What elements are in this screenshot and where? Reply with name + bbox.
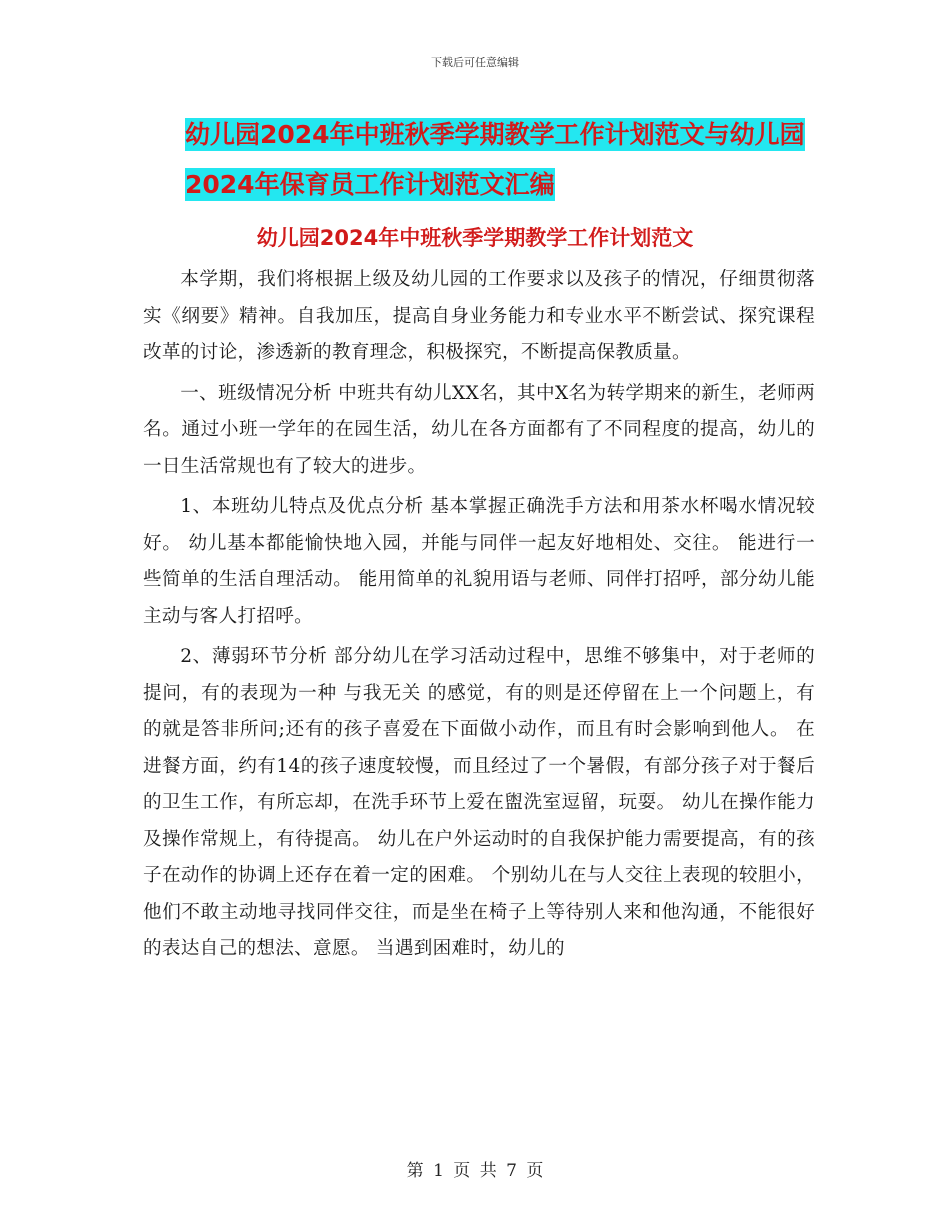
document-title xyxy=(185,110,825,210)
paragraph-strengths: 1、本班幼儿特点及优点分析 基本掌握正确洗手方法和用茶水杯喝水情况较好。 幼儿基本都能愉快地入园，并能与同伴一起友好地相处、交往。 能进行一些简单的生活自理活动。 能用简单的礼貌用语与老师、同伴打招呼，部分幼儿能主动与客人打招呼。 xyxy=(143,496,815,627)
section-title: 幼儿园2024年中班秋季学期教学工作计划范文 xyxy=(256,226,694,250)
paragraph-intro: 本学期，我们将根据上级及幼儿园的工作要求以及孩子的情况，仔细贯彻落实《纲要》精神。自我加压，提高自身业务能力和专业水平不断尝试、探究课程改革的讨论，渗透新的教育理念，积极探究，不断提高保教质量。 xyxy=(143,269,815,363)
document-body xyxy=(143,262,815,968)
page-header-note: 下载后可任意编辑 xyxy=(431,56,519,69)
paragraph-weaknesses: 2、薄弱环节分析 部分幼儿在学习活动过程中，思维不够集中，对于老师的提问，有的表现为一种 与我无关 的感觉，有的则是还停留在上一个问题上，有的就是答非所问;还有的孩子喜爱在下面做小动作，而且有时会影响到他人。 在进餐方面，约有14的孩子速度较慢，而且经过了一个暑假，有部分孩子对于餐后的卫生工作，有所忘却，在洗手环节上爱在盥洗室逗留，玩耍。 幼儿在操作能力及操作常规上，有待提高。 幼儿在户外运动时的自我保护能力需要提高，有的孩子在动作的协调上还存在着一定的困难。 个别幼儿在与人交往上表现的较胆小，他们不敢主动地寻找同伴交往，而是坐在椅子上等待别人来和他沟通，不能很好的表达自己的想法、意愿。 当遇到困难时，幼儿的 xyxy=(143,646,815,959)
paragraph-class-analysis: 一、班级情况分析 中班共有幼儿XX名，其中X名为转学期来的新生，老师两名。通过小班一学年的在园生活，幼儿在各方面都有了不同程度的提高，幼儿的一日生活常规也有了较大的进步。 xyxy=(143,382,815,477)
document-title-text: 幼儿园2024年中班秋季学期教学工作计划范文与幼儿园2024年保育员工作计划范文汇编 xyxy=(185,120,805,199)
page-number: 第 1 页 共 7 页 xyxy=(406,1161,544,1181)
